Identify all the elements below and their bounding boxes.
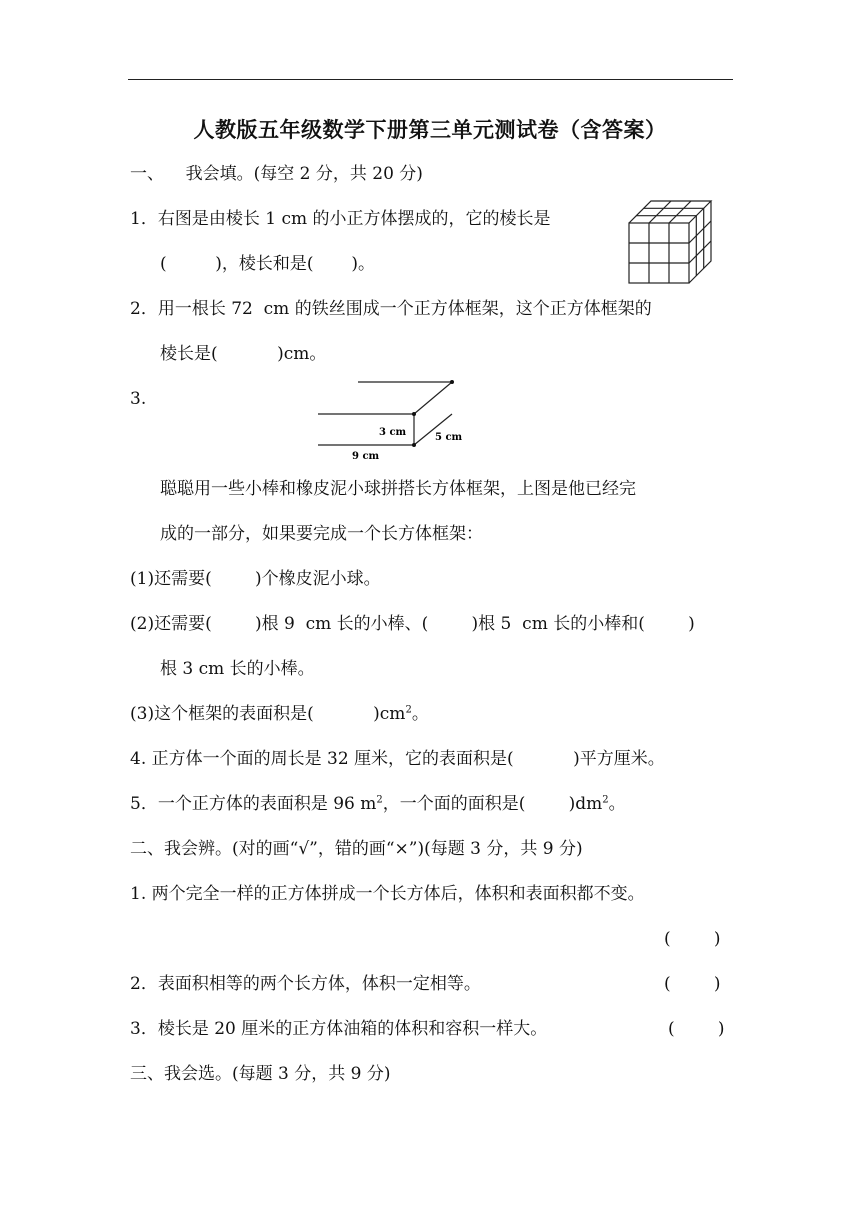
q3-sub3-end: 。 xyxy=(411,704,429,724)
section2-heading: 二、我会辨。(对的画“√”，错的画“×”)(每题 3 分，共 9 分) xyxy=(130,839,583,859)
q3-sub1: (1)还需要( )个橡皮泥小球。 xyxy=(130,569,381,589)
q3-sub3-superscript: 2 xyxy=(405,704,412,716)
q3-sub3-text: (3)这个框架的表面积是( )cm xyxy=(130,704,406,724)
q3-number: 3. xyxy=(130,389,147,409)
label-width: 9 cm xyxy=(352,451,380,462)
q3-line1: 聪聪用一些小棒和橡皮泥小球拼搭长方体框架，上图是他已经完 xyxy=(160,479,636,499)
q2-line1: 2．用一根长 72 cm 的铁丝围成一个正方体框架，这个正方体框架的 xyxy=(130,299,652,319)
page-title: 人教版五年级数学下册第三单元测试卷（含答案） xyxy=(193,117,667,142)
q5-text-mid: ，一个面的面积是( )dm xyxy=(382,794,603,814)
q3-sub2-line2: 根 3 cm 长的小棒。 xyxy=(160,659,315,679)
s2-q2: 2．表面积相等的两个长方体，体积一定相等。 xyxy=(130,974,481,994)
q5-superscript-1: 2 xyxy=(376,794,383,806)
q4: 4. 正方体一个面的周长是 32 厘米，它的表面积是( )平方厘米。 xyxy=(130,749,665,769)
q5-superscript-2: 2 xyxy=(602,794,609,806)
s2-q3: 3．棱长是 20 厘米的正方体油箱的体积和容积一样大。 xyxy=(130,1019,548,1039)
q3-sub2-line1: (2)还需要( )根 9 cm 长的小棒、( )根 5 cm 长的小棒和( ) xyxy=(130,614,695,634)
s2-q3-answer-paren: ( ) xyxy=(668,1019,725,1039)
s2-q1-answer-paren: ( ) xyxy=(664,929,721,949)
label-height: 3 cm xyxy=(379,427,407,438)
q5-end: 。 xyxy=(608,794,626,814)
s2-q1: 1. 两个完全一样的正方体拼成一个长方体后，体积和表面积都不变。 xyxy=(130,884,645,904)
q1-line2: ( )，棱长和是( )。 xyxy=(160,254,375,274)
q5 xyxy=(130,792,626,816)
q3-line2: 成的一部分，如果要完成一个长方体框架： xyxy=(160,524,483,544)
cuboid-frame-figure xyxy=(310,374,480,464)
q5-text: 5．一个正方体的表面积是 96 m xyxy=(130,794,377,814)
s2-q2-answer-paren: ( ) xyxy=(664,974,721,994)
section3-heading: 三、我会选。(每题 3 分，共 9 分) xyxy=(130,1064,391,1084)
q3-sub3 xyxy=(130,702,429,726)
cube-figure xyxy=(628,200,714,286)
q1-line1: 1．右图是由棱长 1 cm 的小正方体摆成的，它的棱长是 xyxy=(130,209,551,229)
section1-heading: 一、 我会填。(每空 2 分，共 20 分) xyxy=(130,164,423,184)
label-depth: 5 cm xyxy=(435,432,463,443)
top-rule xyxy=(128,79,733,80)
q2-line2: 棱长是( )cm。 xyxy=(160,344,327,364)
